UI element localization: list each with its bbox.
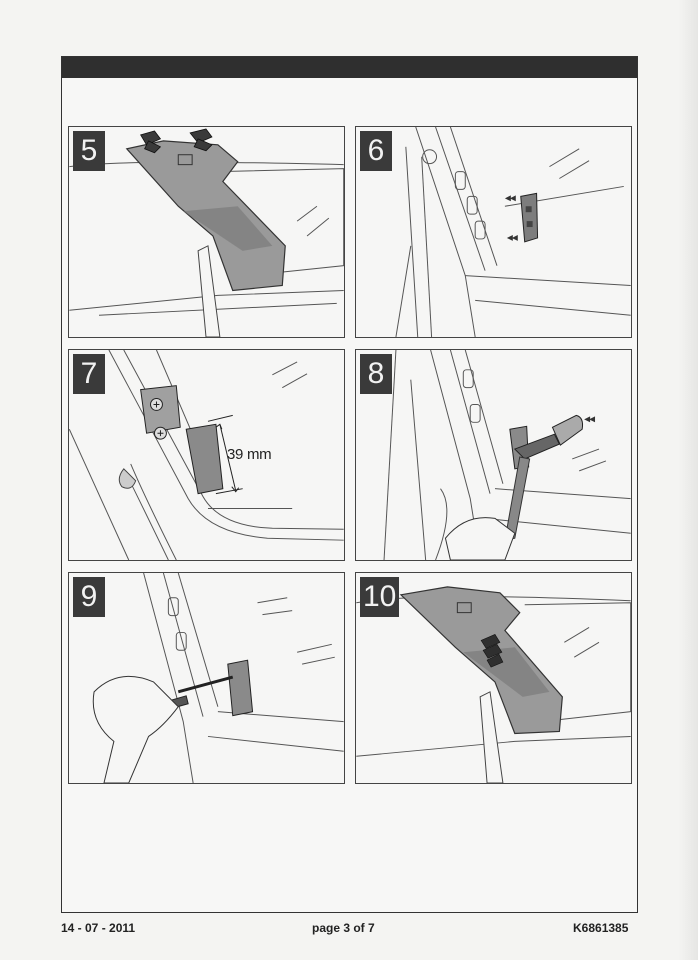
step-6-illustration xyxy=(356,127,631,337)
header-bar xyxy=(62,57,637,78)
measurement-label: 39 mm xyxy=(227,446,272,463)
step-number-badge: 6 xyxy=(360,131,392,171)
footer-page-number: page 3 of 7 xyxy=(312,921,375,935)
step-number-badge: 10 xyxy=(360,577,399,617)
step-number-badge: 8 xyxy=(360,354,392,394)
step-number-badge: 9 xyxy=(73,577,105,617)
step-7-illustration xyxy=(69,350,344,560)
step-number-badge: 5 xyxy=(73,131,105,171)
step-6-panel xyxy=(355,126,632,338)
step-7-panel xyxy=(68,349,345,561)
step-9-panel xyxy=(68,572,345,784)
step-number-badge: 7 xyxy=(73,354,105,394)
page-edge-shadow xyxy=(678,0,698,960)
step-5-panel xyxy=(68,126,345,338)
step-8-illustration xyxy=(356,350,631,560)
step-10-panel xyxy=(355,572,632,784)
footer-date: 14 - 07 - 2011 xyxy=(61,921,136,935)
step-5-illustration xyxy=(69,127,344,337)
footer-document-code: K6861385 xyxy=(573,921,629,935)
step-9-illustration xyxy=(69,573,344,783)
step-8-panel xyxy=(355,349,632,561)
